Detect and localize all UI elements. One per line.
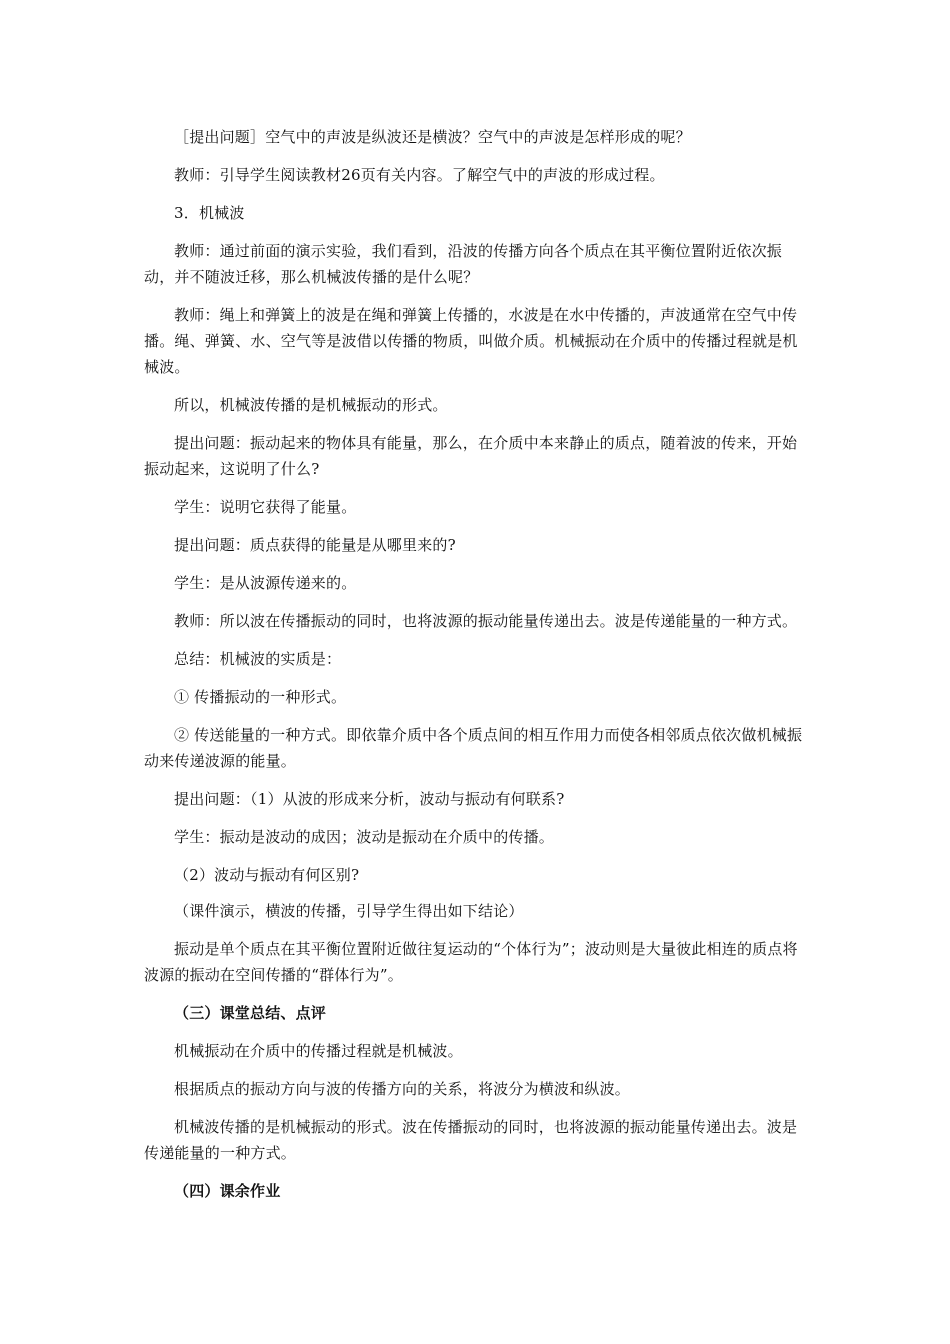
paragraph-question-energy: 提出问题：振动起来的物体具有能量，那么，在介质中本来静止的质点，随着波的传来，开始振动起来，这说明了什么? (144, 434, 798, 478)
paragraph-summary-2: 根据质点的振动方向与波的传播方向的关系，将波分为横波和纵波。 (174, 1080, 631, 1098)
list-item-2: ② 传送能量的一种方式。即依靠介质中各个质点间的相互作用力而使各相邻质点依次做机械振动来传递波源的能量。 (144, 726, 803, 770)
paragraph-individual-group: 振动是单个质点在其平衡位置附近做往复运动的“个体行为”；波动则是大量彼此相连的质点将波源的振动在空间传播的“群体行为”。 (144, 940, 798, 984)
paragraph-question-energy-source: 提出问题：质点获得的能量是从哪里来的? (174, 536, 456, 554)
paragraph-summary-1: 机械振动在介质中的传播过程就是机械波。 (174, 1042, 463, 1060)
paragraph-courseware-demo: （课件演示，横波的传播，引导学生得出如下结论） (174, 902, 524, 920)
paragraph-teacher-demo: 教师：通过前面的演示实验，我们看到，沿波的传播方向各个质点在其平衡位置附近依次振动，并不随波迁移，那么机械波传播的是什么呢？ (144, 242, 783, 286)
heading-homework: （四）课余作业 (174, 1182, 281, 1200)
paragraph-student-relation: 学生：振动是波动的成因；波动是振动在介质中的传播。 (174, 828, 555, 846)
section-mechanical-wave: 3．机械波 (174, 204, 245, 222)
paragraph-summary-essence: 总结：机械波的实质是： (174, 650, 342, 668)
paragraph-question-relation: 提出问题：（1）从波的形成来分析，波动与振动有何联系? (174, 790, 565, 808)
paragraph-teacher-medium: 教师：绳上和弹簧上的波是在绳和弹簧上传播的，水波是在水中传播的，声波通常在空气中传播。绳、弹簧、水、空气等是波借以传播的物质，叫做介质。机械振动在介质中的传播过程就是机械波。 (144, 306, 798, 376)
paragraph-teacher-energy-transfer: 教师：所以波在传播振动的同时，也将波源的振动能量传递出去。波是传递能量的一种方式。 (174, 612, 798, 630)
paragraph-question-sound-wave: ［提出问题］空气中的声波是纵波还是横波？空气中的声波是怎样形成的呢？ (174, 128, 691, 146)
paragraph-teacher-reading: 教师：引导学生阅读教材26页有关内容。了解空气中的声波的形成过程。 (174, 166, 665, 184)
heading-class-summary: （三）课堂总结、点评 (174, 1004, 327, 1022)
paragraph-student-source: 学生：是从波源传递来的。 (174, 574, 357, 592)
paragraph-summary-3: 机械波传播的是机械振动的形式。波在传播振动的同时，也将波源的振动能量传递出去。波是传递能量的一种方式。 (144, 1118, 798, 1162)
paragraph-question-difference: （2）波动与振动有何区别? (174, 866, 360, 884)
paragraph-student-energy: 学生：说明它获得了能量。 (174, 498, 357, 516)
list-item-1: ① 传播振动的一种形式。 (174, 688, 347, 706)
paragraph-wave-propagates-form: 所以，机械波传播的是机械振动的形式。 (174, 396, 448, 414)
document-body (144, 124, 809, 1216)
